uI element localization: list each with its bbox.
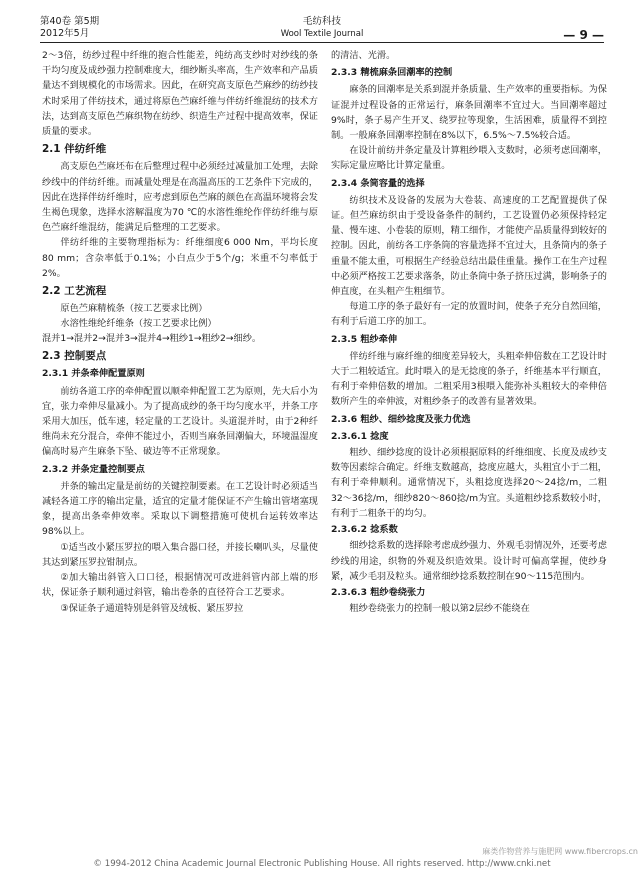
section-heading: 2.3 控制要点 bbox=[42, 350, 107, 363]
list-item: ②加大输出斜管入口口径，根据情况可改进斜管内部上端的形状，保证条子顺利通过斜管，输出卷条的直径符合工艺要求。 bbox=[42, 572, 318, 599]
subsection-heading: 2.3.3 精梳麻条回潮率的控制 bbox=[331, 67, 453, 79]
subsubsection-heading: 2.3.6.2 捻系数 bbox=[331, 524, 398, 536]
paragraph: 纺织技术及设备的发展为大卷装、高速度的工艺配置提供了保证。但苎麻纺织由于受设备条件的制约，工艺设置仍必须保持轻定量、慢车速、小卷装的原则，精工细作，才能使产品质量得到较好的控制。因此，前纺各工序条筒的容量选择不宜过大，且条筒内的条子重量不能太重，可根据生产经验总结出最佳重量。操作工在生产过程中必须严格按工艺要求落条，防止条筒中条子挤压过满，影响条子的伸直度，在头粗产生粗细节。 bbox=[331, 194, 607, 298]
section-heading: 2.1 伴纺纤维 bbox=[42, 143, 107, 156]
subsection-heading: 2.3.6 粗纱、细纱捻度及张力优选 bbox=[331, 413, 471, 425]
running-header bbox=[40, 16, 604, 42]
paragraph: 前纺各道工序的牵伸配置以顺牵伸配置工艺为原则，先大后小为宜，张力牵伸尽量减小。为了提高成纱的条干均匀度水平，并条工序采用大加压，低车速，轻定量的工艺设计。头道混并时，由于2种纤维尚未充分混合，牵伸不能过小，否则当麻条回潮偏大，环境温湿度偏高时易产生麻条下坠、破边等不正常现象。 bbox=[42, 385, 318, 458]
paragraph: 细纱捻系数的选择除考虑成纱强力、外观毛羽情况外，还要考虑纱线的用途，织物的外观及织造效果。设计时可偏高掌握，使纱身紧，减少毛羽及粒头。通常细纱捻系数控制在90～115范围内。 bbox=[331, 540, 607, 582]
process-flow bbox=[42, 301, 318, 346]
subsubsection-heading: 2.3.6.1 捻度 bbox=[331, 430, 389, 442]
watermark: 麻类作物营养与施肥网 www.fibercrops.cn bbox=[482, 847, 638, 856]
copyright-footer: © 1994-2012 China Academic Journal Electronic Publishing House. All rights reserved. http://www.cnki.net bbox=[93, 859, 551, 869]
paragraph: 2～3倍，纺纱过程中纤维的抱合性能差，纯纺高支纱时对纱线的条干均匀度及成纱强力控制难度大，细纱断头率高，生产效率和产品质量达不到规模化的市场需求。因此，在研究高支原色苎麻纱的纺纱技术时采用了伴纺技术，通过将原色苎麻纤维与伴纺纤维混纺的技术方法，达到高支原色苎麻织物在纺纱、织造生产过程中提高效率，保证质量的要求。 bbox=[42, 50, 318, 138]
journal-title-cn: 毛纺科技 bbox=[302, 16, 341, 27]
right-column bbox=[331, 48, 607, 616]
page-number: — 9 — bbox=[563, 28, 604, 42]
header-rule bbox=[40, 42, 604, 43]
flow-input-vinylon: 水溶性维纶纤维条（按工艺要求比例） bbox=[60, 318, 217, 330]
paragraph: 的清洁、光滑。 bbox=[331, 50, 396, 61]
flow-input-ramie: 原色苎麻精梳条（按工艺要求比例） bbox=[60, 303, 208, 315]
subsubsection-heading: 2.3.6.3 粗纱卷绕张力 bbox=[331, 586, 426, 598]
list-item: ③保证条子通道特别是斜管及绒板、紧压罗拉 bbox=[60, 602, 244, 614]
journal-title-en: Wool Textile Journal bbox=[280, 29, 364, 39]
paragraph: 在设计前纺并条定量及计算粗纱喂入支数时，必须考虑回潮率，实际定量应略比计算定量重。 bbox=[331, 145, 607, 172]
paragraph: 每道工序的条子最好有一定的放置时间，使条子充分自然回缩，有利于后道工序的加工。 bbox=[331, 301, 607, 328]
paragraph: 高支原色苎麻坯布在后整理过程中必须经过减量加工处理，去除纱线中的伴纺纤维。而减量处理是在高温高压的工艺条件下完成的，因此在选择伴纺纤维时，应考虑到原色苎麻的颜色在高温环境将会发生褐色现象，选择水溶解温度为70 ℃的水溶性维纶作伴纺纤维与原色苎麻纤维混纺，能满足后整理的工艺要求。 bbox=[42, 161, 318, 234]
paragraph: 粗纱、细纱捻度的设计必须根据原料的纤维细度、长度及成纱支数等因素综合确定。纤维支数越高，捻度应越大，头粗宜小于二粗，有利于牵伸顺利。通常情况下，头粗捻度选择20～24捻/m，二粗32～36捻/m，细纱820～860捻/m为宜。头道粗纱捻系数较小时，有利于二粗条干的均匀。 bbox=[331, 447, 607, 519]
volume-issue: 第40卷 第5期 bbox=[40, 16, 100, 27]
left-column bbox=[42, 48, 318, 616]
subsection-heading: 2.3.2 并条定量控制要点 bbox=[42, 463, 145, 475]
subsection-heading: 2.3.1 并条牵伸配置原则 bbox=[42, 368, 145, 380]
subsection-heading: 2.3.4 条筒容量的选择 bbox=[331, 177, 425, 189]
paragraph: 粗纱卷绕张力的控制一般以第2层纱不能绕在 bbox=[349, 603, 530, 615]
issue-date: 2012年5月 bbox=[40, 28, 90, 39]
paragraph: 并条的输出定量是前纺的关键控制要素。在工艺设计时必须适当减轻各道工序的输出定量，适宜的定量才能保证不产生输出管堵塞现象，提高出条牵伸效率。采取以下调整措施可使机台运转效率达98%以上。 bbox=[42, 480, 318, 538]
section-heading: 2.2 工艺流程 bbox=[42, 285, 107, 298]
journal-title bbox=[40, 16, 604, 40]
list-item: ①适当改小紧压罗拉的喂入集合器口径，并接长喇叭头，尽量使其达到紧压罗拉钳制点。 bbox=[42, 541, 318, 568]
paragraph: 麻条的回潮率是关系到混并条质量、生产效率的重要指标。为保证混并过程设备的正常运行，麻条回潮率不宜过大。当回潮率超过9%时，条子易产生开叉、绕罗拉等现象，生活困难，质量得不到控制。一般麻条回潮率控制在8%以下，6.5%～7.5%较合适。 bbox=[331, 84, 607, 142]
subsection-heading: 2.3.5 粗纱牵伸 bbox=[331, 333, 398, 345]
paragraph: 伴纺纤维与麻纤维的细度差异较大，头粗牵伸倍数在工艺设计时大于二粗较适宜。此时喂入的是无捻度的条子，纤维基本平行顺直，有利于牵伸倍数的增加。二粗采用3根喂入能弥补头粗较大的牵伸倍数所产生的牵伸波，对粗纱条子的改善有显著效果。 bbox=[331, 350, 607, 408]
flow-steps: 混并1→混并2→混并3→混并4→粗纱1→粗纱2→细纱。 bbox=[42, 333, 262, 345]
paragraph: 伴纺纤维的主要物理指标为：纤维细度6 000 Nm，平均长度80 mm；含杂率低于0.1%；小白点少于5个/g；米重不匀率低于2%。 bbox=[42, 237, 318, 279]
